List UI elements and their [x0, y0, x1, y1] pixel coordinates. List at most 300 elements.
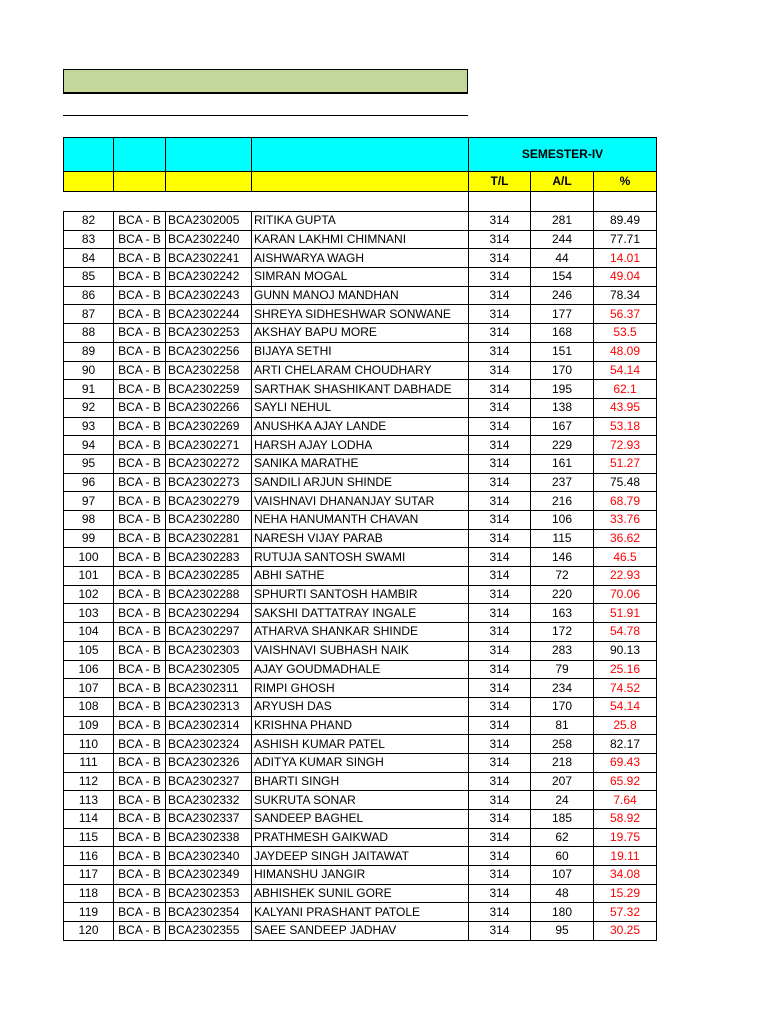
- cell-percentage: 25.16: [594, 660, 657, 679]
- cell-percentage: 53.5: [594, 324, 657, 343]
- cell-class: BCA - B: [114, 735, 166, 754]
- cell-student-name: NARESH VIJAY PARAB: [252, 529, 469, 548]
- cell-roll-id: BCA2302337: [166, 810, 252, 829]
- table-row: [64, 398, 657, 417]
- cell-attended-lectures: 170: [531, 697, 594, 716]
- spacer-cell: [114, 192, 166, 212]
- cell-percentage: 46.5: [594, 548, 657, 567]
- cell-roll-id: BCA2302340: [166, 847, 252, 866]
- header-cell: [252, 172, 469, 192]
- cell-class: BCA - B: [114, 436, 166, 455]
- cell-student-name: ARTI CHELARAM CHOUDHARY: [252, 361, 469, 380]
- cell-total-lectures: 314: [469, 380, 531, 399]
- cell-student-name: ATHARVA SHANKAR SHINDE: [252, 623, 469, 642]
- cell-percentage: 56.37: [594, 305, 657, 324]
- cell-total-lectures: 314: [469, 791, 531, 810]
- cell-attended-lectures: 218: [531, 753, 594, 772]
- cell-serial: 111: [64, 753, 114, 772]
- cell-student-name: SHREYA SIDHESHWAR SONWANE: [252, 305, 469, 324]
- cell-percentage: 90.13: [594, 641, 657, 660]
- cell-serial: 87: [64, 305, 114, 324]
- cell-class: BCA - B: [114, 454, 166, 473]
- cell-attended-lectures: 24: [531, 791, 594, 810]
- cell-total-lectures: 314: [469, 567, 531, 586]
- cell-student-name: VAISHNAVI DHANANJAY SUTAR: [252, 492, 469, 511]
- cell-percentage: 75.48: [594, 473, 657, 492]
- divider-line: [63, 115, 468, 116]
- cell-serial: 112: [64, 772, 114, 791]
- cell-student-name: RUTUJA SANTOSH SWAMI: [252, 548, 469, 567]
- cell-percentage: 74.52: [594, 679, 657, 698]
- table-row: [64, 286, 657, 305]
- cell-percentage: 54.78: [594, 623, 657, 642]
- cell-percentage: 77.71: [594, 230, 657, 249]
- cell-percentage: 54.14: [594, 361, 657, 380]
- cell-student-name: ASHISH KUMAR PATEL: [252, 735, 469, 754]
- cell-student-name: KRISHNA PHAND: [252, 716, 469, 735]
- cell-roll-id: BCA2302288: [166, 585, 252, 604]
- cell-serial: 95: [64, 454, 114, 473]
- cell-student-name: RITIKA GUPTA: [252, 212, 469, 231]
- table-row: [64, 772, 657, 791]
- table-row: [64, 791, 657, 810]
- table-row: [64, 473, 657, 492]
- cell-class: BCA - B: [114, 417, 166, 436]
- table-row: [64, 324, 657, 343]
- cell-total-lectures: 314: [469, 716, 531, 735]
- table-row: [64, 828, 657, 847]
- cell-attended-lectures: 138: [531, 398, 594, 417]
- cell-class: BCA - B: [114, 641, 166, 660]
- cell-attended-lectures: 146: [531, 548, 594, 567]
- cell-class: BCA - B: [114, 604, 166, 623]
- cell-percentage: 48.09: [594, 342, 657, 361]
- cell-percentage: 54.14: [594, 697, 657, 716]
- cell-attended-lectures: 216: [531, 492, 594, 511]
- cell-student-name: AJAY GOUDMADHALE: [252, 660, 469, 679]
- cell-roll-id: BCA2302285: [166, 567, 252, 586]
- header-cell: [114, 172, 166, 192]
- cell-percentage: 78.34: [594, 286, 657, 305]
- spacer-cell: [594, 192, 657, 212]
- cell-roll-id: BCA2302353: [166, 884, 252, 903]
- cell-total-lectures: 314: [469, 473, 531, 492]
- cell-roll-id: BCA2302280: [166, 511, 252, 530]
- cell-percentage: 7.64: [594, 791, 657, 810]
- cell-percentage: 36.62: [594, 529, 657, 548]
- col-header-al: A/L: [531, 172, 594, 192]
- cell-attended-lectures: 163: [531, 604, 594, 623]
- cell-roll-id: BCA2302242: [166, 268, 252, 287]
- cell-roll-id: BCA2302297: [166, 623, 252, 642]
- cell-class: BCA - B: [114, 623, 166, 642]
- cell-total-lectures: 314: [469, 342, 531, 361]
- col-header-tl: T/L: [469, 172, 531, 192]
- cell-total-lectures: 314: [469, 454, 531, 473]
- cell-serial: 113: [64, 791, 114, 810]
- cell-attended-lectures: 244: [531, 230, 594, 249]
- cell-class: BCA - B: [114, 212, 166, 231]
- cell-total-lectures: 314: [469, 623, 531, 642]
- cell-serial: 110: [64, 735, 114, 754]
- table-row: [64, 810, 657, 829]
- cell-class: BCA - B: [114, 847, 166, 866]
- cell-serial: 108: [64, 697, 114, 716]
- table-row: [64, 548, 657, 567]
- cell-total-lectures: 314: [469, 324, 531, 343]
- cell-roll-id: BCA2302324: [166, 735, 252, 754]
- cell-total-lectures: 314: [469, 903, 531, 922]
- cell-total-lectures: 314: [469, 511, 531, 530]
- cell-roll-id: BCA2302279: [166, 492, 252, 511]
- header-cell: [166, 138, 252, 172]
- cell-class: BCA - B: [114, 473, 166, 492]
- cell-student-name: BIJAYA SETHI: [252, 342, 469, 361]
- cell-total-lectures: 314: [469, 212, 531, 231]
- table-row: [64, 847, 657, 866]
- cell-percentage: 57.32: [594, 903, 657, 922]
- spacer-cell: [469, 192, 531, 212]
- cell-roll-id: BCA2302311: [166, 679, 252, 698]
- table-row: [64, 342, 657, 361]
- cell-percentage: 53.18: [594, 417, 657, 436]
- table-row: [64, 511, 657, 530]
- cell-total-lectures: 314: [469, 660, 531, 679]
- cell-serial: 106: [64, 660, 114, 679]
- cell-serial: 94: [64, 436, 114, 455]
- cell-serial: 99: [64, 529, 114, 548]
- cell-total-lectures: 314: [469, 492, 531, 511]
- cell-roll-id: BCA2302332: [166, 791, 252, 810]
- cell-attended-lectures: 151: [531, 342, 594, 361]
- table-row: [64, 212, 657, 231]
- cell-attended-lectures: 283: [531, 641, 594, 660]
- header-cell: [114, 138, 166, 172]
- cell-roll-id: BCA2302327: [166, 772, 252, 791]
- cell-attended-lectures: 95: [531, 922, 594, 941]
- cell-serial: 115: [64, 828, 114, 847]
- cell-roll-id: BCA2302266: [166, 398, 252, 417]
- cell-attended-lectures: 60: [531, 847, 594, 866]
- cell-student-name: AKSHAY BAPU MORE: [252, 324, 469, 343]
- cell-roll-id: BCA2302354: [166, 903, 252, 922]
- cell-student-name: KALYANI PRASHANT PATOLE: [252, 903, 469, 922]
- table-row: [64, 380, 657, 399]
- cell-class: BCA - B: [114, 230, 166, 249]
- cell-attended-lectures: 48: [531, 884, 594, 903]
- header-row-semester: [64, 138, 657, 172]
- cell-student-name: VAISHNAVI SUBHASH NAIK: [252, 641, 469, 660]
- cell-serial: 102: [64, 585, 114, 604]
- cell-attended-lectures: 44: [531, 249, 594, 268]
- cell-class: BCA - B: [114, 249, 166, 268]
- table-row: [64, 866, 657, 885]
- cell-percentage: 25.8: [594, 716, 657, 735]
- cell-total-lectures: 314: [469, 417, 531, 436]
- cell-attended-lectures: 185: [531, 810, 594, 829]
- cell-class: BCA - B: [114, 810, 166, 829]
- cell-percentage: 49.04: [594, 268, 657, 287]
- cell-serial: 119: [64, 903, 114, 922]
- cell-percentage: 69.43: [594, 753, 657, 772]
- divider-line: [63, 93, 468, 94]
- cell-total-lectures: 314: [469, 230, 531, 249]
- cell-attended-lectures: 106: [531, 511, 594, 530]
- cell-class: BCA - B: [114, 398, 166, 417]
- cell-percentage: 43.95: [594, 398, 657, 417]
- cell-student-name: GUNN MANOJ MANDHAN: [252, 286, 469, 305]
- table-row: [64, 268, 657, 287]
- cell-serial: 100: [64, 548, 114, 567]
- table-row: [64, 735, 657, 754]
- semester-header: SEMESTER-IV: [469, 138, 657, 172]
- cell-attended-lectures: 237: [531, 473, 594, 492]
- cell-class: BCA - B: [114, 679, 166, 698]
- cell-attended-lectures: 177: [531, 305, 594, 324]
- cell-serial: 90: [64, 361, 114, 380]
- cell-serial: 107: [64, 679, 114, 698]
- cell-student-name: ABHI SATHE: [252, 567, 469, 586]
- cell-student-name: SIMRAN MOGAL: [252, 268, 469, 287]
- table-row: [64, 922, 657, 941]
- cell-class: BCA - B: [114, 791, 166, 810]
- cell-student-name: HIMANSHU JANGIR: [252, 866, 469, 885]
- cell-total-lectures: 314: [469, 305, 531, 324]
- cell-attended-lectures: 81: [531, 716, 594, 735]
- table-row: [64, 716, 657, 735]
- cell-class: BCA - B: [114, 903, 166, 922]
- cell-serial: 103: [64, 604, 114, 623]
- cell-attended-lectures: 229: [531, 436, 594, 455]
- table-row: [64, 585, 657, 604]
- cell-student-name: SAEE SANDEEP JADHAV: [252, 922, 469, 941]
- table-row: [64, 604, 657, 623]
- cell-percentage: 62.1: [594, 380, 657, 399]
- cell-attended-lectures: 72: [531, 567, 594, 586]
- cell-percentage: 70.06: [594, 585, 657, 604]
- cell-percentage: 51.91: [594, 604, 657, 623]
- cell-attended-lectures: 207: [531, 772, 594, 791]
- cell-serial: 93: [64, 417, 114, 436]
- cell-class: BCA - B: [114, 305, 166, 324]
- cell-class: BCA - B: [114, 380, 166, 399]
- cell-total-lectures: 314: [469, 286, 531, 305]
- cell-student-name: ADITYA KUMAR SINGH: [252, 753, 469, 772]
- cell-serial: 84: [64, 249, 114, 268]
- table-row: [64, 679, 657, 698]
- cell-total-lectures: 314: [469, 679, 531, 698]
- cell-serial: 96: [64, 473, 114, 492]
- table-row: [64, 567, 657, 586]
- cell-serial: 82: [64, 212, 114, 231]
- cell-roll-id: BCA2302243: [166, 286, 252, 305]
- cell-student-name: SAYLI NEHUL: [252, 398, 469, 417]
- cell-total-lectures: 314: [469, 810, 531, 829]
- cell-roll-id: BCA2302272: [166, 454, 252, 473]
- cell-student-name: ANUSHKA AJAY LANDE: [252, 417, 469, 436]
- cell-student-name: PRATHMESH GAIKWAD: [252, 828, 469, 847]
- cell-percentage: 51.27: [594, 454, 657, 473]
- cell-serial: 104: [64, 623, 114, 642]
- cell-serial: 117: [64, 866, 114, 885]
- cell-serial: 118: [64, 884, 114, 903]
- cell-total-lectures: 314: [469, 697, 531, 716]
- cell-roll-id: BCA2302005: [166, 212, 252, 231]
- table-row: [64, 884, 657, 903]
- cell-student-name: SPHURTI SANTOSH HAMBIR: [252, 585, 469, 604]
- cell-serial: 116: [64, 847, 114, 866]
- cell-roll-id: BCA2302303: [166, 641, 252, 660]
- cell-total-lectures: 314: [469, 884, 531, 903]
- cell-serial: 97: [64, 492, 114, 511]
- cell-roll-id: BCA2302240: [166, 230, 252, 249]
- table-row: [64, 417, 657, 436]
- cell-class: BCA - B: [114, 342, 166, 361]
- cell-total-lectures: 314: [469, 753, 531, 772]
- cell-attended-lectures: 167: [531, 417, 594, 436]
- cell-attended-lectures: 79: [531, 660, 594, 679]
- cell-roll-id: BCA2302269: [166, 417, 252, 436]
- table-row: [64, 305, 657, 324]
- col-header-pct: %: [594, 172, 657, 192]
- cell-class: BCA - B: [114, 361, 166, 380]
- cell-attended-lectures: 281: [531, 212, 594, 231]
- cell-student-name: SANIKA MARATHE: [252, 454, 469, 473]
- cell-percentage: 65.92: [594, 772, 657, 791]
- cell-total-lectures: 314: [469, 398, 531, 417]
- cell-class: BCA - B: [114, 922, 166, 941]
- cell-serial: 109: [64, 716, 114, 735]
- cell-percentage: 14.01: [594, 249, 657, 268]
- table-row: [64, 492, 657, 511]
- cell-percentage: 19.75: [594, 828, 657, 847]
- header-cell: [166, 172, 252, 192]
- table-row: [64, 454, 657, 473]
- cell-attended-lectures: 258: [531, 735, 594, 754]
- cell-serial: 92: [64, 398, 114, 417]
- cell-student-name: ABHISHEK SUNIL GORE: [252, 884, 469, 903]
- cell-percentage: 72.93: [594, 436, 657, 455]
- cell-total-lectures: 314: [469, 529, 531, 548]
- cell-total-lectures: 314: [469, 922, 531, 941]
- cell-roll-id: BCA2302338: [166, 828, 252, 847]
- cell-roll-id: BCA2302244: [166, 305, 252, 324]
- cell-serial: 88: [64, 324, 114, 343]
- cell-attended-lectures: 154: [531, 268, 594, 287]
- table-row: [64, 697, 657, 716]
- cell-class: BCA - B: [114, 529, 166, 548]
- cell-serial: 83: [64, 230, 114, 249]
- cell-student-name: SUKRUTA SONAR: [252, 791, 469, 810]
- cell-attended-lectures: 246: [531, 286, 594, 305]
- cell-student-name: RIMPI GHOSH: [252, 679, 469, 698]
- cell-class: BCA - B: [114, 567, 166, 586]
- cell-attended-lectures: 234: [531, 679, 594, 698]
- table-row: [64, 230, 657, 249]
- table-row: [64, 903, 657, 922]
- cell-percentage: 68.79: [594, 492, 657, 511]
- cell-student-name: SANDEEP BAGHEL: [252, 810, 469, 829]
- cell-percentage: 58.92: [594, 810, 657, 829]
- cell-serial: 98: [64, 511, 114, 530]
- cell-roll-id: BCA2302256: [166, 342, 252, 361]
- cell-total-lectures: 314: [469, 735, 531, 754]
- cell-total-lectures: 314: [469, 548, 531, 567]
- cell-student-name: SAKSHI DATTATRAY INGALE: [252, 604, 469, 623]
- cell-student-name: AISHWARYA WAGH: [252, 249, 469, 268]
- cell-roll-id: BCA2302241: [166, 249, 252, 268]
- cell-serial: 120: [64, 922, 114, 941]
- cell-percentage: 19.11: [594, 847, 657, 866]
- table-row: [64, 361, 657, 380]
- cell-class: BCA - B: [114, 548, 166, 567]
- cell-serial: 91: [64, 380, 114, 399]
- cell-class: BCA - B: [114, 866, 166, 885]
- cell-percentage: 89.49: [594, 212, 657, 231]
- table-row: [64, 641, 657, 660]
- cell-total-lectures: 314: [469, 866, 531, 885]
- cell-serial: 105: [64, 641, 114, 660]
- table-row: [64, 753, 657, 772]
- cell-attended-lectures: 195: [531, 380, 594, 399]
- cell-roll-id: BCA2302313: [166, 697, 252, 716]
- cell-total-lectures: 314: [469, 772, 531, 791]
- cell-class: BCA - B: [114, 772, 166, 791]
- cell-class: BCA - B: [114, 585, 166, 604]
- cell-class: BCA - B: [114, 286, 166, 305]
- cell-roll-id: BCA2302314: [166, 716, 252, 735]
- title-bar: [63, 69, 468, 93]
- cell-total-lectures: 314: [469, 361, 531, 380]
- cell-attended-lectures: 161: [531, 454, 594, 473]
- cell-roll-id: BCA2302349: [166, 866, 252, 885]
- cell-class: BCA - B: [114, 492, 166, 511]
- cell-total-lectures: 314: [469, 828, 531, 847]
- cell-attended-lectures: 180: [531, 903, 594, 922]
- table-row: [64, 660, 657, 679]
- cell-roll-id: BCA2302294: [166, 604, 252, 623]
- table-row: [64, 249, 657, 268]
- cell-total-lectures: 314: [469, 604, 531, 623]
- cell-student-name: SARTHAK SHASHIKANT DABHADE: [252, 380, 469, 399]
- cell-percentage: 22.93: [594, 567, 657, 586]
- cell-percentage: 34.08: [594, 866, 657, 885]
- cell-serial: 85: [64, 268, 114, 287]
- cell-total-lectures: 314: [469, 249, 531, 268]
- header-cell: [64, 138, 114, 172]
- cell-student-name: ARYUSH DAS: [252, 697, 469, 716]
- cell-class: BCA - B: [114, 660, 166, 679]
- cell-roll-id: BCA2302273: [166, 473, 252, 492]
- cell-roll-id: BCA2302258: [166, 361, 252, 380]
- cell-percentage: 15.29: [594, 884, 657, 903]
- cell-attended-lectures: 115: [531, 529, 594, 548]
- cell-roll-id: BCA2302253: [166, 324, 252, 343]
- cell-class: BCA - B: [114, 324, 166, 343]
- cell-student-name: NEHA HANUMANTH CHAVAN: [252, 511, 469, 530]
- cell-total-lectures: 314: [469, 585, 531, 604]
- cell-attended-lectures: 172: [531, 623, 594, 642]
- spacer-cell: [64, 192, 114, 212]
- spacer-cell: [166, 192, 252, 212]
- cell-roll-id: BCA2302305: [166, 660, 252, 679]
- cell-total-lectures: 314: [469, 436, 531, 455]
- table-row: [64, 529, 657, 548]
- cell-serial: 114: [64, 810, 114, 829]
- cell-percentage: 82.17: [594, 735, 657, 754]
- header-cell: [252, 138, 469, 172]
- cell-total-lectures: 314: [469, 268, 531, 287]
